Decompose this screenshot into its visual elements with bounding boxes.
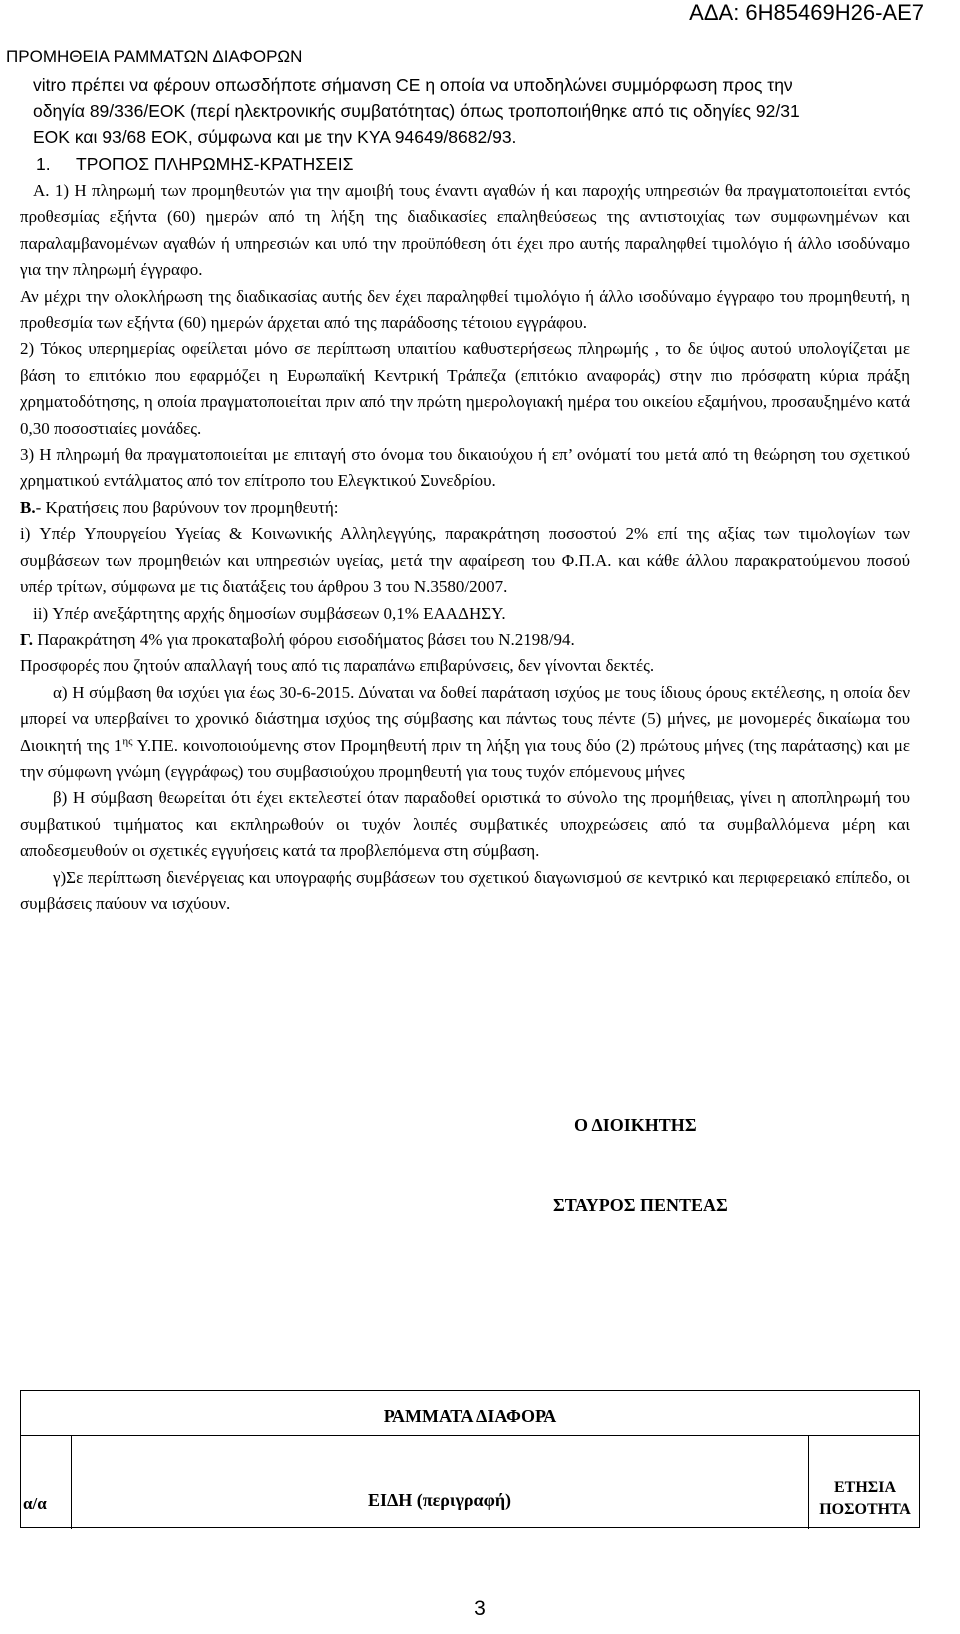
- column-header-quantity-line1: ΕΤΗΣΙΑ: [833, 1479, 897, 1496]
- signature-name: ΣΤΑΥΡΟΣ ΠΕΝΤΕΑΣ: [553, 1195, 728, 1215]
- column-header-items: ΕΙΔΗ (περιγραφή): [367, 1490, 512, 1510]
- paragraph-beta: β) Η σύμβαση θεωρείται ότι έχει εκτελεστεί όταν παραδοθεί οριστικά το σύνολο της προμήθειας, γίνει η αποπληρωμή του συμβατικού τιμήματος και εκπληρωθούν οι τυχόν λοιπές συμβατικές υποχρεώσεις από τα συμβαλλόμενα μέρη και αποδεσμευθούν οι σχετικές εγγυήσεις κατά τα προβλεπόμενα στη σύμβαση.: [20, 788, 910, 861]
- section-number: 1.: [36, 154, 51, 174]
- paragraph-a1: Α. 1) Η πληρωμή των προμηθευτών για την αμοιβή τους έναντι αγαθών ή και παροχής υπηρεσιών θα πραγματοποιείται εντός προθεσμίας εξήντα (60) ημερών από τη λήξη της διαδικασίες επαληθεύσεως της αντιστοιχίας των συμφωνημένων και παραλαμβανομένων αγαθών ή υπηρεσιών και υπό την προϋπόθεση ότι έχει προ αυτής παραληφθεί τιμολόγιο ή άλλο ισοδύναμο για την πληρωμή έγγραφο.: [20, 181, 910, 280]
- label-b: Β.: [20, 497, 36, 517]
- paragraph-b-ii: ii) Υπέρ ανεξάρτητης αρχής δημοσίων συμβάσεων 0,1% ΕΑΑΔΗΣΥ.: [33, 603, 506, 623]
- paragraph-offers: Προσφορές που ζητούν απαλλαγή τους από τις παραπάνω επιβαρύνσεις, δεν γίνονται δεκτές.: [20, 656, 655, 676]
- items-table: [20, 1390, 920, 1528]
- table-divider: [71, 1435, 72, 1529]
- page-number: 3: [474, 1597, 486, 1620]
- text-b: - Κρατήσεις που βαρύνουν τον προμηθευτή:: [35, 497, 339, 517]
- section-heading: [36, 153, 353, 175]
- alpha-text-2: Υ.ΠΕ. κοινοποιούμενης στον Προμηθευτή πριν τη λήξη για τους δύο (2) πρώτους μήνες (της παράτασης) και με την σύμφωνη γνώμη (εγγράφως) του συμβασιούχου προμηθευτή για τους τυχόν επόμενους μήνες: [20, 735, 910, 781]
- paragraph-b: [20, 495, 910, 521]
- label-g: Γ.: [20, 629, 34, 649]
- alpha-text-1: α) Η σύμβαση θα ισχύει για έως 30-6-2015. Δύναται να δοθεί παράταση ισχύος με τους ίδιους όρους εκτέλεσης, η οποία δεν μπορεί να υπερβαίνει το χρονικό διάστημα ισχύος της σύμβασης και πάντως τους πέντε (5) μήνες, με μονομερές δικαίωμα του Διοικητή της 1: [20, 682, 910, 755]
- section-title: ΤΡΟΠΟΣ ΠΛΗΡΩΜΗΣ-ΚΡΑΤΗΣΕΙΣ: [76, 154, 354, 174]
- table-caption: ΡΑΜΜΑΤΑ ΔΙΑΦΟΡΑ: [383, 1406, 557, 1426]
- intro-line: ΕΟΚ και 93/68 ΕΟΚ, σύμφωνα και με την ΚΥΑ 94649/8682/93.: [33, 127, 517, 147]
- text-g: Παρακράτηση 4% για προκαταβολή φόρου εισοδήματος βάσει του Ν.2198/94.: [33, 629, 575, 649]
- paragraph-a1-cont: Αν μέχρι την ολοκλήρωση της διαδικασίας αυτής δεν έχει παραληφθεί τιμολόγιο ή άλλο ισοδύναμο έγγραφο του προμηθευτή, η προθεσμία των εξήντα (60) ημερών άρχεται από της παράδοσης τέτοιου εγγράφου.: [20, 286, 910, 333]
- paragraph-a3: 3) Η πληρωμή θα πραγματοποιείται με επιταγή στο όνομα του δικαιούχου ή επ’ ονόματί του μετά από τη θεώρηση του σχετικού χρηματικού εντάλματος από τον επίτροπο του Ελεγκτικού Συνεδρίου.: [20, 445, 910, 491]
- table-divider: [21, 1435, 919, 1436]
- paragraph-b-i: i) Υπέρ Υπουργείου Υγείας & Κοινωνικής Αλληλεγγύης, παρακράτηση ποσοστού 2% επί της αξίας των τιμολογίων των συμβάσεων των προμηθειών και υπηρεσιών υγείας, μετά την αφαίρεση του Φ.Π.Α. και κάθε άλλου παρακρατούμενου ποσού υπέρ τρίτων, σύμφωνα με τις διατάξεις του άρθρου 3 του Ν.3580/2007.: [20, 524, 910, 597]
- intro-line: οδηγία 89/336/ΕΟΚ (περί ηλεκτρονικής συμβατότητας) όπως τροποποιήθηκε από τις οδηγίες 92/31: [33, 101, 800, 121]
- column-header-quantity: [809, 1477, 921, 1521]
- document-body: [20, 178, 910, 917]
- paragraph-alpha: [20, 680, 910, 786]
- document-header-title: ΠΡΟΜΗΘΕΙΑ ΡΑΜΜΑΤΩΝ ΔΙΑΦΟΡΩΝ: [6, 47, 303, 66]
- ada-code: ΑΔΑ: 6Η85469Η26-ΑΕ7: [689, 0, 924, 25]
- intro-paragraph: [33, 72, 913, 150]
- paragraph-gamma: γ)Σε περίπτωση διενέργειας και υπογραφής συμβάσεων του σχετικού διαγωνισμού σε κεντρικό και περιφερειακό επίπεδο, οι συμβάσεις παύουν να ισχύουν.: [20, 867, 910, 913]
- column-header-quantity-line2: ΠΟΣΟΤΗΤΑ: [819, 1501, 911, 1518]
- paragraph-a2: 2) Τόκος υπερημερίας οφείλεται μόνο σε περίπτωση υπαιτίου καθυστερήσεως πληρωμής , το δε ύψος αυτού υπολογίζεται με βάση το επιτόκιο που εφαρμόζει η Ευρωπαϊκή Κεντρική Τράπεζα (επιτόκιο αναφοράς) στην πιο πρόσφατη κύρια πράξη χρηματοδότησης, η οποία πραγματοποιείται πριν από την πρώτη ημερολογιακή ημέρα του οικείου εξαμήνου, προσαυξημένο κατά 0,30 ποσοστιαίες μονάδες.: [20, 339, 910, 438]
- alpha-superscript: ης: [122, 734, 133, 747]
- paragraph-g: [20, 627, 910, 653]
- signature-role: Ο ΔΙΟΙΚΗΤΗΣ: [574, 1115, 697, 1135]
- intro-line: vitro πρέπει να φέρουν οπωσδήποτε σήμανση CE η οποία να υποδηλώνει συμμόρφωση προς την: [33, 75, 793, 95]
- column-header-aa: α/α: [23, 1494, 47, 1513]
